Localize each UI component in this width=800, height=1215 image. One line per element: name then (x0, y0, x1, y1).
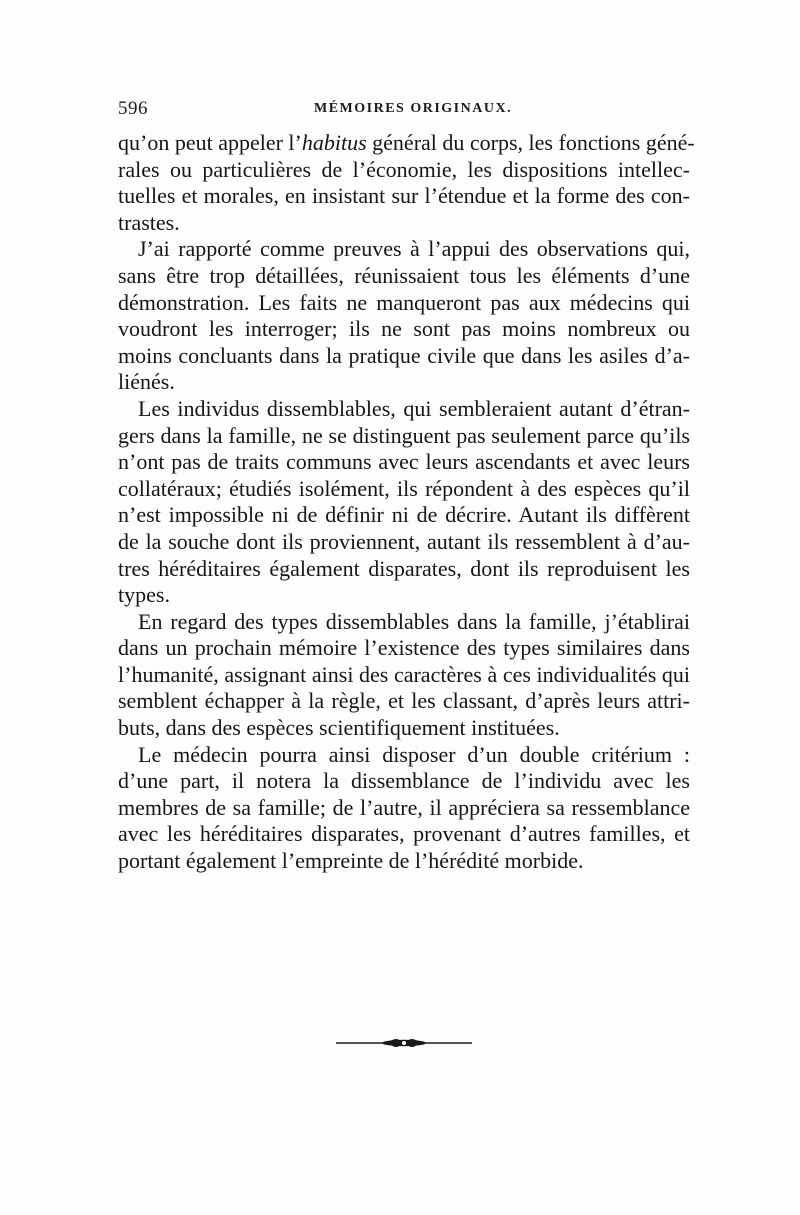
text-line: Le médecin pourra ainsi disposer d’un double critérium : (138, 741, 690, 767)
text-line: En regard des types dissemblables dans la famille, j’établirai (138, 608, 690, 634)
text-line: trastes. (118, 209, 180, 235)
text-line (118, 130, 695, 157)
text-line: n’est impossible ni de définir ni de décrire. Autant ils diffèrent (118, 502, 690, 528)
text-line: dans un prochain mémoire l’existence des types similaires dans (118, 635, 690, 661)
text-line: J’ai rapporté comme preuves à l’appui des observations qui, (138, 236, 690, 262)
text-line: sans être trop détaillées, réunissaient tous les éléments d’une (118, 262, 690, 288)
paragraph (118, 130, 695, 236)
text-segment: général du corps, les fonctions géné- (366, 130, 695, 155)
italic-term: habitus (301, 130, 367, 155)
text-line: de la souche dont ils proviennent, autant ils ressemblent à d’au- (118, 528, 690, 554)
text-line: membres de sa famille; de l’autre, il appréciera sa ressemblance (118, 794, 690, 820)
text-line: types. (118, 582, 170, 608)
text-line: tuelles et morales, en insistant sur l’étendue et la forme des con- (118, 183, 690, 209)
text-line: collatéraux; étudiés isolément, ils répondent à des espèces qu’il (118, 475, 690, 501)
text-line: liénés. (118, 369, 175, 395)
running-head: MÉMOIRES ORIGINAUX. (314, 101, 513, 116)
paragraph (118, 236, 690, 396)
text-line: tres héréditaires également disparates, dont ils reproduisent les (118, 555, 690, 581)
text-line: portant également l’empreinte de l’hérédité morbide. (118, 848, 584, 874)
text-line: avec les héréditaires disparates, provenant d’autres familles, et (118, 821, 690, 847)
text-segment: qu’on peut appeler l’ (118, 130, 302, 155)
page-header (118, 98, 690, 124)
paragraph (118, 396, 690, 609)
text-line: semblent échapper à la règle, et les classant, d’après leurs attri- (118, 688, 690, 714)
text-line: buts, dans des espèces scientifiquement instituées. (118, 715, 560, 741)
body-text (118, 130, 695, 875)
text-line: n’ont pas de traits communs avec leurs ascendants et avec leurs (118, 449, 690, 475)
text-line: moins concluants dans la pratique civile que dans les asiles d’a- (118, 342, 690, 368)
text-line: rales ou particulières de l’économie, les dispositions intellec- (118, 156, 690, 182)
text-line: Les individus dissemblables, qui sembleraient autant d’étran- (138, 395, 690, 421)
text-line: démonstration. Les faits ne manqueront pas aux médecins qui (118, 289, 690, 315)
text-line: gers dans la famille, ne se distinguent pas seulement parce qu’ils (118, 422, 690, 448)
end-ornament (334, 1036, 474, 1050)
text-line: voudront les interroger; ils ne sont pas moins nombreux ou (118, 316, 690, 342)
text-line: d’une part, il notera la dissemblance de l’individu avec les (118, 768, 690, 794)
text-line: l’humanité, assignant ainsi des caractères à ces individualités qui (118, 661, 690, 687)
page-number: 596 (118, 98, 148, 119)
paragraph (118, 609, 690, 742)
paragraph (118, 742, 690, 875)
